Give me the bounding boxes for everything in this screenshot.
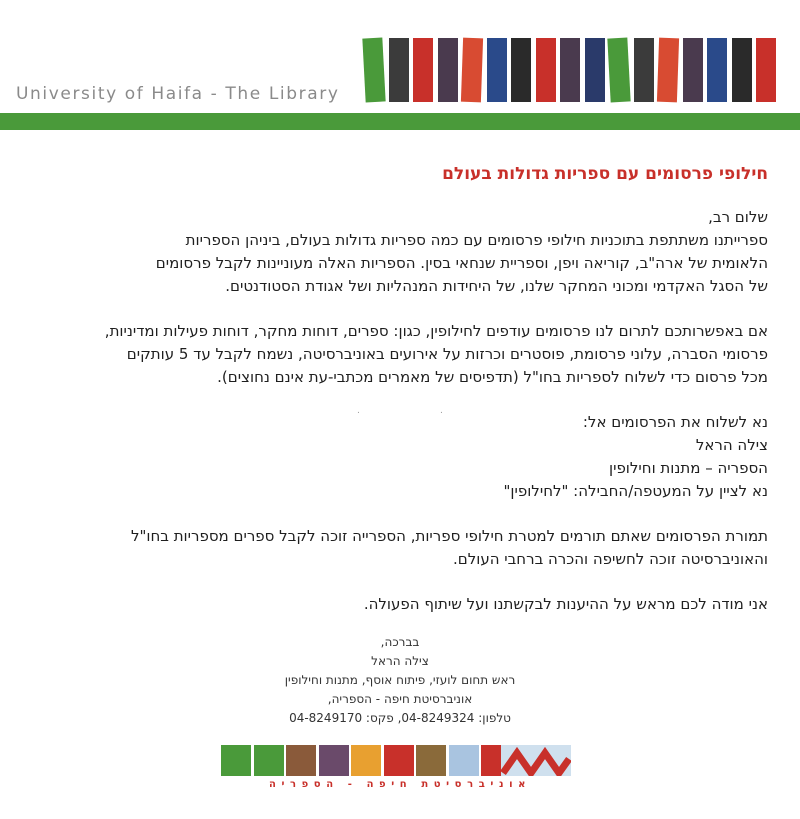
book-spine	[487, 38, 507, 102]
book-spine	[657, 38, 679, 103]
text-line: והאוניברסיטה זוכה לחשיפה והכרה ברחבי העולם.	[452, 550, 768, 568]
book-spine	[607, 38, 630, 103]
text-line: שלום רב,	[708, 208, 768, 226]
signature-line: ראש תחום לועזי, פיתוח אוסף, מתנות וחילופין	[284, 673, 516, 687]
text-line: ספרייתנו משתתפת בתוכניות חילופי פרסומים עם כמה ספריות גדולות בעולם, ביניהן הספריות	[185, 231, 768, 249]
site-title: University of Haifa - The Library	[16, 84, 340, 104]
text-line: של הסגל האקדמי ומכוני המחקר שלנו, של היחידות המנהליות ושל אגודת הסטודנטים.	[225, 277, 768, 295]
signature-block	[260, 633, 540, 728]
signature-line: אוניברסיטת חיפה - הספריה,	[327, 692, 473, 706]
signature-line: צילה הראל	[371, 654, 429, 668]
page-header	[0, 0, 800, 130]
footer-tile	[221, 745, 251, 776]
book-spine	[413, 38, 433, 102]
paragraph-greeting	[48, 206, 768, 298]
book-spine	[362, 38, 385, 103]
footer-tile	[286, 745, 316, 776]
book-spine	[438, 38, 458, 102]
text-line: הלאומית של ארה"ב, קוריאה ויפן, וספריית שנחאי בסין. הספריות האלה מעוניינות לקבל פרסומים	[155, 254, 768, 272]
footer-tile	[319, 745, 349, 776]
signature-line: בברכה,	[380, 635, 420, 649]
paragraph-thanks	[48, 593, 768, 616]
footer-tile	[384, 745, 414, 776]
paragraph-address	[48, 411, 768, 503]
paragraph-benefit	[48, 525, 768, 571]
book-spine	[634, 38, 654, 102]
text-line: פרסומי הסברה, עלוני פרסומת, פוסטרים וכרזות על אירועים באוניברסיטה, נשמח לקבל עד 5 עותקים	[126, 345, 768, 363]
paragraph-request	[48, 320, 768, 389]
university-logo-icon	[501, 745, 571, 776]
book-spine	[707, 38, 727, 102]
book-spine	[389, 38, 409, 102]
books-banner	[360, 38, 800, 108]
header-divider-bar	[0, 113, 800, 130]
text-line: תמורת הפרסומים שאתם תורמים למטרת חילופי ספריות, הספרייה זוכה לקבל ספרים מספריות בחו"ל	[130, 527, 768, 545]
book-spine	[732, 38, 752, 102]
text-line: אם באפשרותכם לתרום לנו פרסומים עודפים לחילופין, כגון: ספרים, דוחות מחקר, דוחות פעילות ומדיניות,	[104, 322, 768, 340]
decorative-dot: .	[357, 406, 360, 416]
book-spine	[756, 38, 776, 102]
book-spine	[585, 38, 605, 102]
text-line: הספריה – מתנות וחילופין	[609, 459, 768, 477]
signature-line: טלפון: 04-8249324, פקס: 04-8249170	[289, 711, 511, 725]
book-spine	[511, 38, 531, 102]
text-line: נא לשלוח את הפרסומים אל:	[582, 413, 768, 431]
book-spine	[560, 38, 580, 102]
footer-tile	[254, 745, 284, 776]
footer-caption: אוניברסיטת חיפה - הספריה	[268, 779, 531, 790]
footer-tile	[416, 745, 446, 776]
page-title: חילופי פרסומים עם ספריות גדולות בעולם	[442, 164, 768, 184]
text-line: אני מודה לכם מראש על ההיענות לבקשתנו ועל שיתוף הפעולה.	[363, 595, 768, 613]
footer-tile	[351, 745, 381, 776]
text-line: מכל פרסום כדי לשלוח לספריות בחו"ל (תדפיסים של מאמרים מכתבי-עת אינם נחוצים).	[217, 368, 768, 386]
text-line: נא לציין על המעטפה/החבילה: "לחילופין"	[503, 482, 768, 500]
text-line: צילה הראל	[695, 436, 768, 454]
footer-tile	[449, 745, 479, 776]
letter-body	[48, 160, 768, 616]
book-spine	[536, 38, 556, 102]
decorative-dot: .	[440, 406, 443, 416]
book-spine	[683, 38, 703, 102]
book-spine	[461, 38, 483, 103]
